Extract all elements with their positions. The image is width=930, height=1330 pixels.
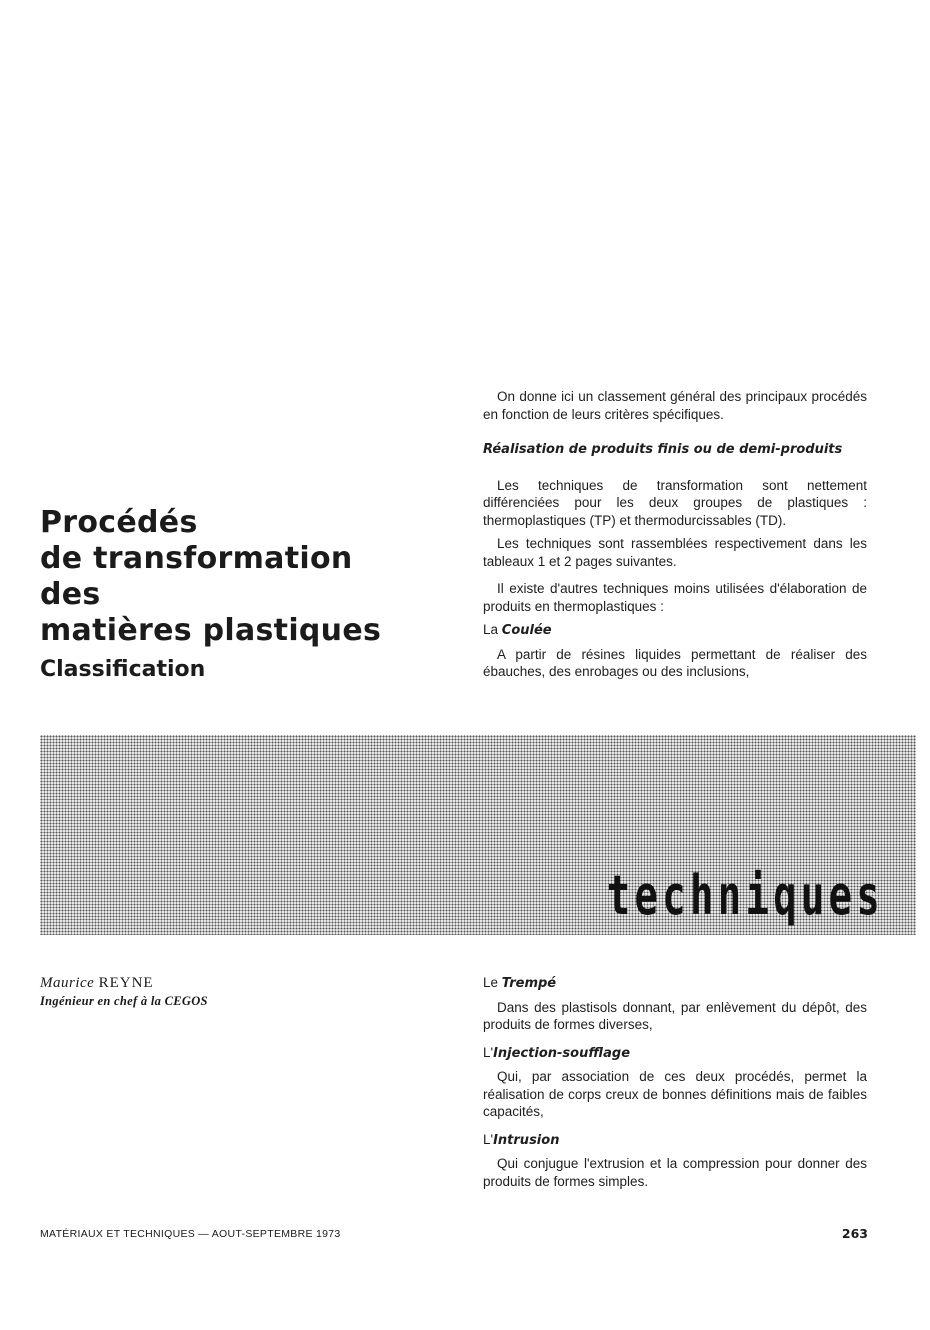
upper-column <box>483 388 867 681</box>
paragraph-tableaux: Les techniques sont rassemblées respectivement dans les tableaux 1 et 2 pages suivantes. <box>483 536 867 569</box>
paragraph-coulee: A partir de résines liquides permettant de réaliser des ébauches, des enrobages ou des inclusions, <box>483 646 867 679</box>
title-line-3: des <box>40 577 101 612</box>
lower-column <box>483 974 867 1190</box>
page-number: 263 <box>841 1226 868 1241</box>
paragraph-techniques: Les techniques de transformation sont nettement différenciées pour les deux groupes de plastiques : thermoplastiques (TP) et thermodurcissables (TD). <box>483 477 867 528</box>
title-line-1: Procédés <box>40 505 198 540</box>
paragraph-injection: Qui, par association de ces deux procédés, permet la réalisation de corps creux de bonnes définitions mais de faibles capacités, <box>483 1069 867 1119</box>
article-subtitle: Classification <box>40 657 206 682</box>
title-line-4: matières plastiques <box>40 613 382 648</box>
author-block <box>40 975 208 1009</box>
subheading-injection: L'Injection-soufflage <box>483 1044 631 1061</box>
title-line-2: de transformation <box>40 541 353 576</box>
banner-title: techniques <box>606 864 884 927</box>
subheading-trempe: Le Trempé <box>483 975 557 991</box>
subheading-coulee: La Coulée <box>483 622 552 638</box>
subheading-intrusion: L'Intrusion <box>483 1131 560 1148</box>
author-name: Maurice REYNE <box>40 975 154 991</box>
author-role: Ingénieur en chef à la CEGOS <box>40 994 208 1008</box>
paragraph-intrusion: Qui conjugue l'extrusion et la compression pour donner des produits de formes simples. <box>483 1156 867 1189</box>
journal-footer: MATÉRIAUX ET TECHNIQUES — AOUT-SEPTEMBRE 1973 <box>40 1228 341 1240</box>
paragraph-trempe: Dans des plastisols donnant, par enlèvement du dépôt, des produits de formes diverses, <box>483 999 867 1032</box>
intro-paragraph: On donne ici un classement général des principaux procédés en fonction de leurs critères spécifiques. <box>483 389 867 422</box>
paragraph-autres: Il existe d'autres techniques moins utilisées d'élaboration de produits en thermoplastiques : <box>483 581 867 614</box>
section-heading: Réalisation de produits finis ou de demi-produits <box>483 442 843 457</box>
article-title <box>40 505 460 685</box>
